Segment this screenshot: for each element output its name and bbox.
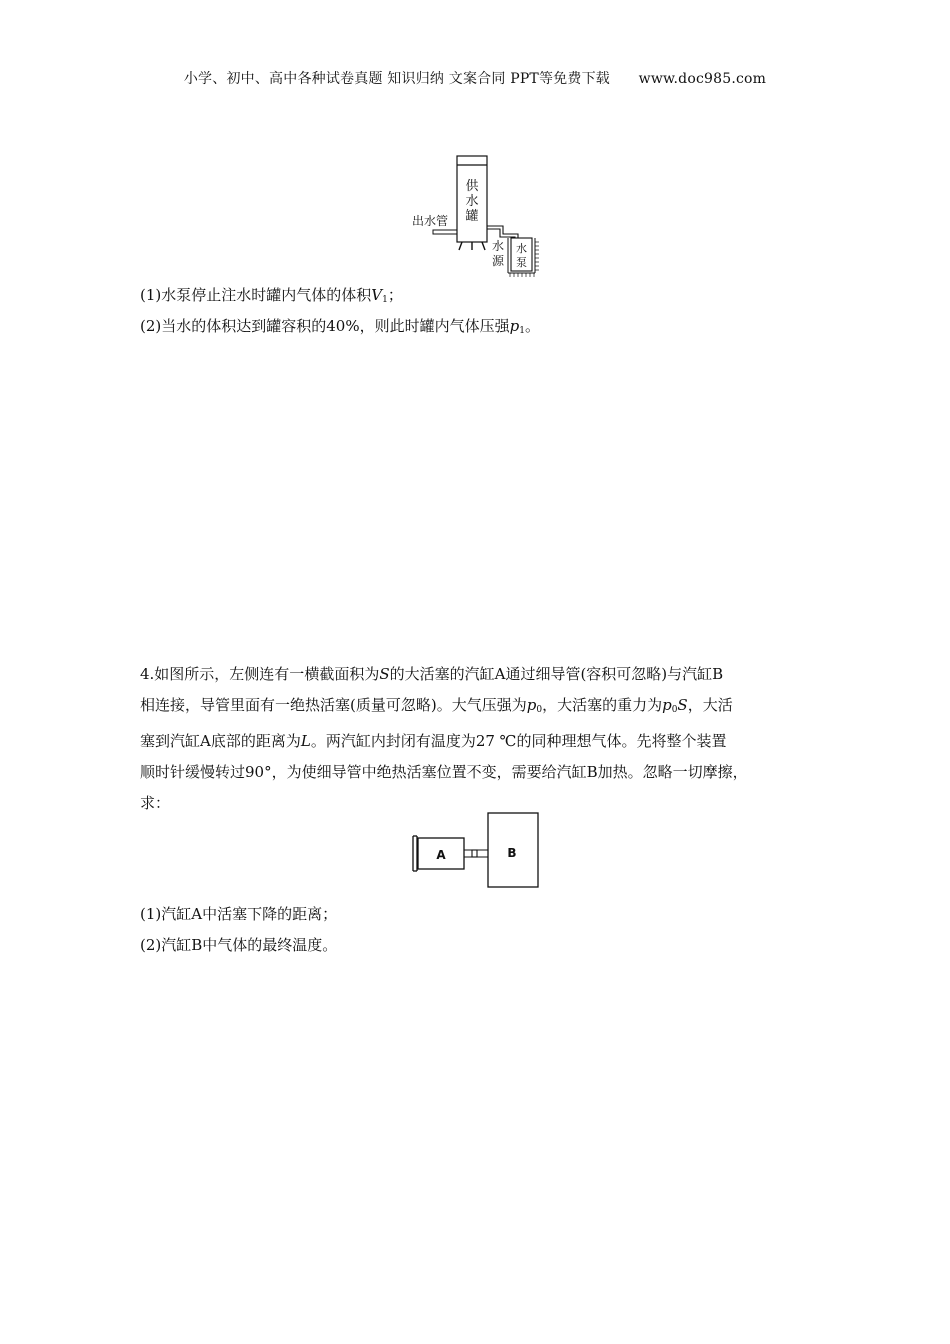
source-label-2: 源 [491, 254, 505, 268]
outlet-label: 出水管 [411, 214, 449, 228]
q4-part2: (2)汽缸B中气体的最终温度。 [140, 936, 338, 954]
water-tank-figure [400, 150, 560, 280]
page-header [0, 68, 950, 88]
q4-stem: 4.如图所示，左侧连有一横截面积为S的大活塞的汽缸A通过细导管(容积可忽略)与汽缸B 相连接，导管里面有一绝热活塞(质量可忽略)。大气压强为$p_0$，大活塞的重力为$p_0S$，大活 塞到汽缸A底部的距离为L。两汽缸内封闭有温度为27 ℃的同种理想气体。先将整个装置 顺时针缓慢转过90°，为使细导管中绝热活塞位置不变，需要给汽缸B加热。忽略一切摩擦， 求： [140, 665, 748, 812]
q4-part1: (1)汽缸A中活塞下降的距离； [140, 905, 338, 923]
q3-part2: (2)当水的体积达到罐容积的40%，则此时罐内气体压强$p_1$。 [140, 317, 540, 336]
source-label-1: 水 [491, 239, 505, 253]
tank-label-2: 水 [465, 194, 479, 209]
label-b: B [507, 846, 517, 860]
label-a: A [436, 848, 446, 862]
header-site: www.doc985.com [638, 71, 767, 87]
q3-part1: (1)水泵停止注水时罐内气体的体积$V_1$； [140, 286, 403, 305]
header-text: 小学、初中、高中各种试卷真题 知识归纳 文案合同 PPT等免费下载 [183, 71, 610, 87]
cylinder-figure [408, 810, 548, 892]
outlet-pipe [433, 230, 457, 234]
tank-label-3: 罐 [465, 209, 479, 224]
pump-label-2: 泵 [516, 256, 527, 269]
insulated-piston [472, 850, 477, 857]
pump-label-1: 水 [516, 242, 527, 255]
tank-label-1: 供 [465, 179, 479, 194]
